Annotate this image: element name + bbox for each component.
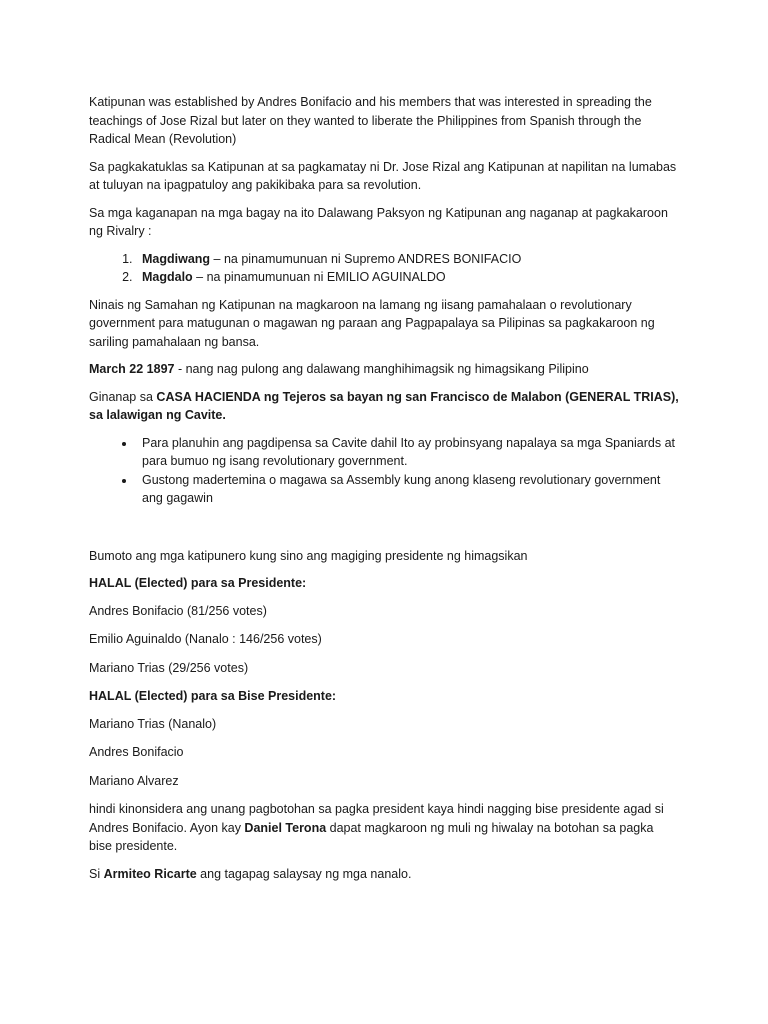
purpose-list [89,434,679,508]
intro-paragraph-2: Sa pagkakatuklas sa Katipunan at sa pagkamatay ni Dr. Jose Rizal ang Katipunan at napilitan na lumabas at tuluyan na ipagpatuloy ang pakikibaka para sa revolution. [89,159,677,192]
venue-name: CASA HACIENDA ng Tejeros sa bayan ng san Francisco de Malabon (GENERAL TRIAS), sa lalawigan ng Cavite. [89,389,679,422]
closing-part-1: hindi kinonsidera ang unang pagbotohan sa pagka president kaya hindi nagging bise presidente agad si Andres Bonifacio. Ayon kay [89,802,664,835]
meeting-date: March 22 1897 [89,362,175,376]
vp-candidate: Mariano Alvarez [89,773,179,788]
faction-name: Magdiwang [142,251,211,266]
faction-leader: – na pinamumunuan ni EMILIO AGUINALDO [192,270,446,284]
meeting-description: - nang nag pulong ang dalawang manghihimagsik ng himagsikang Pilipino [174,362,589,376]
faction-name: Magdalo [142,270,193,284]
vp-candidate: Andres Bonifacio [89,745,184,759]
list-item [136,268,679,287]
list-item: • Para planuhin ang pagdipensa sa Cavite dahil Ito ay probinsyang napalaya sa mga Spaniards at para bumuo ng isang revolutionary government. [136,434,679,471]
intro-paragraph-1: Katipunan was established by Andres Bonifacio and his members that was interested in spreading the teachings of Jose Rizal but later on they wanted to liberate the Philippines from Spanish through the Radical Mean (Revolution) [89,95,652,146]
faction-leader: – na pinamumunuan ni Supremo ANDRES BONIFACIO [210,251,522,266]
vp-heading [89,687,679,706]
vote-intro: Bumoto ang mga katipunero kung sino ang magiging presidente ng himagsikan [89,548,528,563]
venue-prefix: Ginanap sa [89,389,157,404]
factions-intro: Sa mga kaganapan na mga bagay na ito Dalawang Paksyon ng Katipunan ang naganap at pagkakaroon ng Rivalry : [89,205,668,238]
final-paragraph [89,865,679,884]
goal-paragraph: Ninais ng Samahan ng Katipunan na magkaroon na lamang ng iisang pamahalaan o revolutionary government para matugunan o magawan ng paraan ang Pagpapalaya sa Pilipinas sa pagkakaroon ng sariling pamahalaan ng bansa. [89,297,655,349]
president-candidate: Mariano Trias (29/256 votes) [89,660,249,675]
final-name: Armiteo Ricarte [103,866,197,881]
final-rest: ang tagapag salaysay ng mga nanalo. [196,866,412,881]
spacer [89,517,679,547]
president-candidate: Emilio Aguinaldo (Nanalo : 146/256 votes) [89,632,322,646]
document-body [89,93,679,892]
vp-candidate: Mariano Trias (Nanalo) [89,716,217,731]
president-candidate: Andres Bonifacio (81/256 votes) [89,603,267,618]
closing-name: Daniel Terona [244,820,327,835]
factions-list [89,250,679,287]
closing-part-2: dapat magkaroon ng muli ng hiwalay na botohan sa pagka bise presidente. [89,820,654,853]
list-item: • Gustong madertemina o magawa sa Assembly kung anong klaseng revolutionary government ang gagawin [136,471,679,508]
list-item [136,250,679,269]
meeting-paragraph [89,360,679,379]
president-heading-text: HALAL (Elected) para sa Presidente: [89,576,307,590]
vp-heading-text: HALAL (Elected) para sa Bise Presidente: [89,689,337,703]
venue-paragraph [89,388,679,425]
closing-paragraph [89,800,679,856]
president-heading [89,574,679,593]
final-prefix: Si [89,866,104,881]
